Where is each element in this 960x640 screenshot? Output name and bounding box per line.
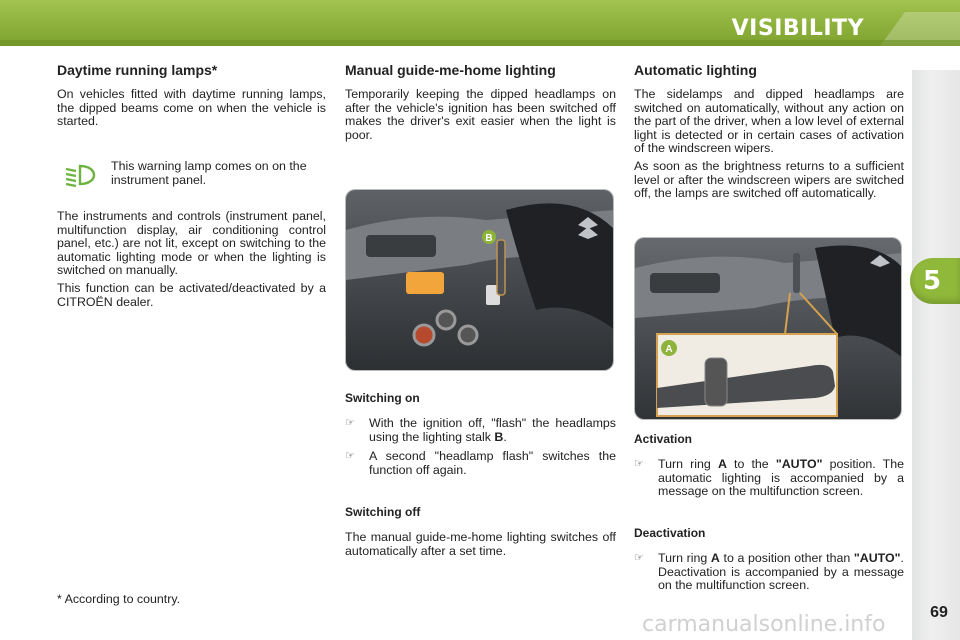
automatic-para1: The sidelamps and dipped headlamps are switched on automatically, without any action on the part of the driver, when a low level of external light is detected or in certain cases of activation of the windscreen wipers. [634,87,904,156]
daytime-intro: On vehicles fitted with daytime running lamps, the dipped beams come on when the vehicle is started. [57,87,326,129]
warning-lamp-text: This warning lamp comes on on the instrument panel. [111,159,307,187]
deactivation-step: ☞ Turn ring A to a position other than "AUTO". Deactivation is accompanied by a message on the multifunction screen. [634,551,904,593]
daytime-details [57,210,326,309]
page-number: 69 [930,604,948,621]
chapter-tab[interactable] [910,258,960,304]
watermark: carmanualsonline.info [642,612,886,637]
switching-off-text: The manual guide-me-home lighting switches off automatically after a set time. [345,530,616,558]
dashboard-photo-stalk-b [345,189,614,371]
switching-off-title: Switching off [345,505,421,519]
switching-on-title: Switching on [345,391,420,405]
bullet-arrow-icon: ☞ [634,552,644,564]
headlamp-warning-icon [63,162,97,188]
header-banner [0,0,960,46]
activation-section [634,432,904,499]
daytime-para1: The instruments and controls (instrument panel, multifunction display, air conditioning control panel, etc.) are not lit, except on switching to the automatic lighting mode or when the lighting is switched on manually. [57,209,326,278]
daytime-para2: This function can be activated/deactivated by a CITROËN dealer. [57,280,326,309]
guide-me-home-intro: Temporarily keeping the dipped headlamps on after the vehicle's ignition has been switched off makes the driver's exit easier when the light is poor. [345,87,616,142]
warning-lamp-row [63,160,327,194]
daytime-section [57,62,326,129]
bullet-arrow-icon: ☞ [345,417,355,429]
footnote: * According to country. [57,592,181,606]
chapter-number: 5 [922,266,942,296]
activation-step: ☞ Turn ring A to the "AUTO" position. The automatic lighting is accompanied by a message on the multifunction screen. [634,457,904,499]
switching-on-section [345,391,616,477]
automatic-lighting-section [634,62,904,201]
page-title: VISIBILITY [731,16,864,41]
deactivation-section [634,526,904,593]
side-strip [912,70,960,640]
switching-off-section [345,505,616,558]
automatic-para2: As soon as the brightness returns to a sufficient level or after the windscreen wipers are switched off, the lamps are switched off automatically. [634,158,904,201]
switching-on-step-2: ☞ A second "headlamp flash" switches the function off again. [345,449,616,477]
dashboard-photo-ring-a [634,237,902,420]
dashboard-illustration [346,190,614,371]
activation-title: Activation [634,432,693,446]
automatic-title: Automatic lighting [634,62,757,78]
bullet-arrow-icon: ☞ [345,450,355,463]
stalk-illustration [635,238,902,420]
ring-a-label: A [665,344,673,355]
guide-me-home-title: Manual guide-me-home lighting [345,62,556,78]
switching-on-step-1: ☞ With the ignition off, "flash" the headlamps using the lighting stalk B. [345,416,616,444]
guide-me-home-section [345,62,616,142]
deactivation-title: Deactivation [634,526,706,540]
bullet-arrow-icon: ☞ [634,458,644,470]
daytime-title: Daytime running lamps* [57,62,218,78]
stalk-b-label: B [485,233,493,244]
